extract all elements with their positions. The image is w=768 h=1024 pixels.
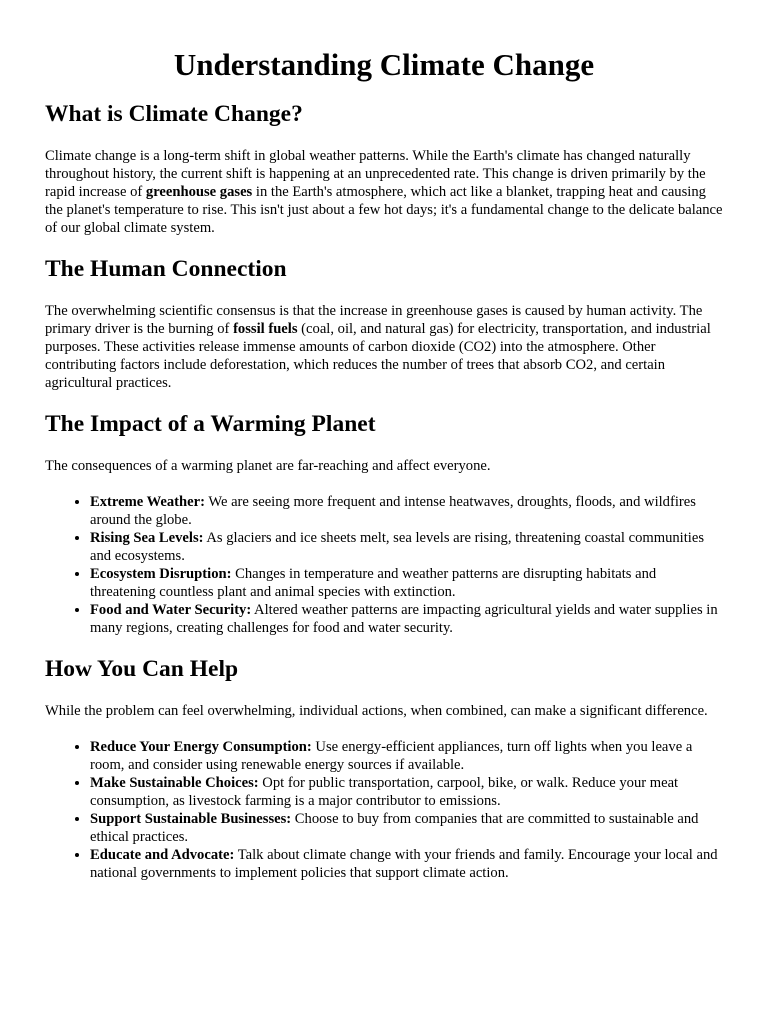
list-item-text: Altered weather patterns are impacting agricultural yields and water supplies in many regions, creating challenges for food and water security.: [90, 602, 718, 636]
list-item-text: Talk about climate change with your friends and family. Encourage your local and national governments to implement policies that support climate action.: [90, 847, 718, 881]
bold-term-fossil-fuels: fossil fuels: [233, 321, 298, 337]
bold-term-greenhouse-gases: greenhouse gases: [145, 184, 253, 200]
section-paragraph-human-connection: [45, 302, 723, 392]
section-heading-impact: The Impact of a Warming Planet: [45, 411, 376, 437]
list-item-label: Ecosystem Disruption:: [90, 566, 232, 582]
list-item: [90, 774, 723, 810]
list-item: [90, 738, 723, 774]
list-item-label: Support Sustainable Businesses:: [90, 811, 292, 827]
list-item-label: Food and Water Security:: [90, 602, 252, 618]
page-title: Understanding Climate Change: [173, 47, 595, 82]
section-heading-how-you-can-help: How You Can Help: [45, 656, 239, 682]
section-intro-impact: The consequences of a warming planet are far-reaching and affect everyone.: [45, 458, 491, 474]
section-paragraph-what-is-climate-change: [45, 147, 723, 237]
list-item-text: As glaciers and ice sheets melt, sea levels are rising, threatening coastal communities and ecosystems.: [90, 530, 704, 564]
list-item-text: Use energy-efficient appliances, turn off lights when you leave a room, and consider using renewable energy sources if available.: [90, 739, 693, 773]
list-item: [90, 493, 723, 529]
list-item-text: Opt for public transportation, carpool, bike, or walk. Reduce your meat consumption, as livestock farming is a major contributor to emissions.: [90, 775, 679, 809]
list-item-label: Educate and Advocate:: [90, 847, 235, 863]
list-item: [90, 529, 723, 565]
impact-list: [45, 493, 723, 637]
list-item-text: Changes in temperature and weather patterns are disrupting habitats and threatening countless plant and animal species with extinction.: [90, 566, 657, 600]
list-item: [90, 846, 723, 882]
list-item: [90, 810, 723, 846]
list-item-text: Choose to buy from companies that are committed to sustainable and ethical practices.: [90, 811, 699, 845]
section-intro-how-you-can-help: While the problem can feel overwhelming, individual actions, when combined, can make a significant difference.: [45, 703, 708, 719]
list-item-label: Extreme Weather:: [90, 494, 205, 510]
help-list: [45, 738, 723, 882]
paragraph-text: (coal, oil, and natural gas) for electricity, transportation, and industrial purposes. These activities release immense amounts of carbon dioxide (CO2) into the atmosphere. Other contributing factors include deforestation, which reduces the number of trees that absorb CO2, and certain agricultural practices.: [45, 321, 711, 391]
section-heading-what-is-climate-change: What is Climate Change?: [45, 101, 303, 127]
list-item-text: We are seeing more frequent and intense heatwaves, droughts, floods, and wildfires around the globe.: [90, 494, 696, 528]
list-item-label: Make Sustainable Choices:: [90, 775, 259, 791]
paragraph-text: in the Earth's atmosphere, which act like a blanket, trapping heat and causing the planet's temperature to rise. This isn't just about a few hot days; it's a fundamental change to the delicate balance of our global climate system.: [45, 184, 723, 236]
list-item-label: Rising Sea Levels:: [90, 530, 204, 546]
section-heading-human-connection: The Human Connection: [45, 256, 287, 282]
list-item: [90, 601, 723, 637]
list-item-label: Reduce Your Energy Consumption:: [90, 739, 312, 755]
paragraph-text: The overwhelming scientific consensus is that the increase in greenhouse gases is caused by human activity. The primary driver is the burning of: [45, 303, 703, 337]
list-item: [90, 565, 723, 601]
paragraph-text: Climate change is a long-term shift in global weather patterns. While the Earth's climate has changed naturally throughout history, the current shift is happening at an unprecedented rate. This change is driven primarily by the rapid increase of: [45, 148, 706, 200]
